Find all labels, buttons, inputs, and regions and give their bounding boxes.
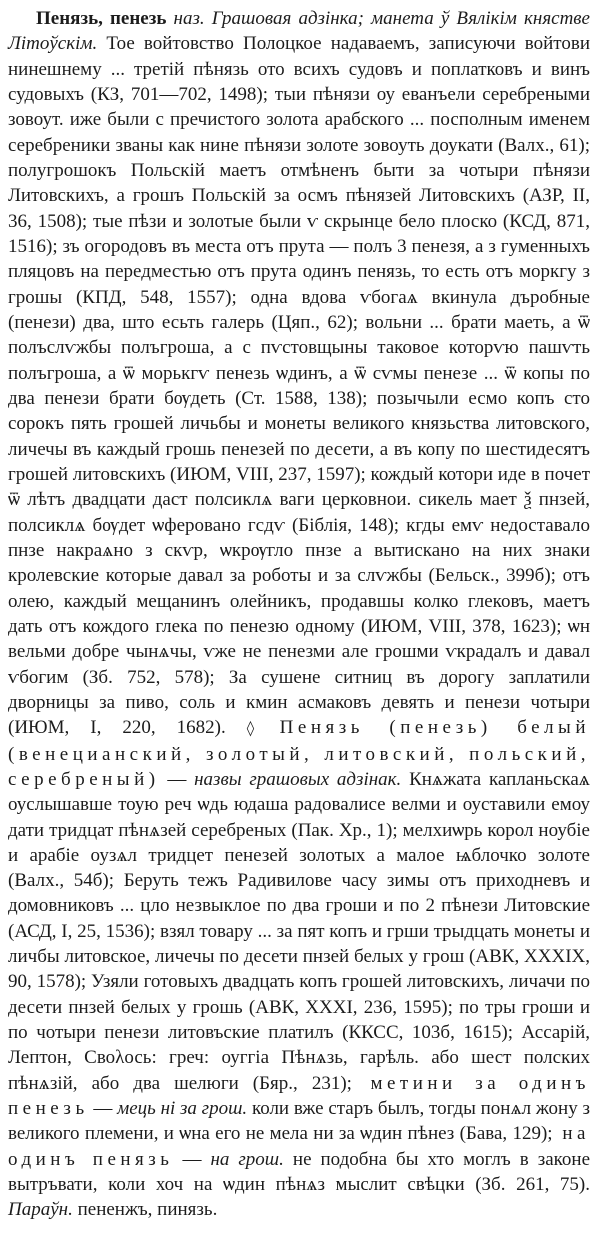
idiom-gloss: мець ні за грош. [117,1098,248,1120]
idiom-headword: метини за одинъ пенезь [8,1072,590,1120]
phrase-dash: — [159,768,195,790]
idiom-citations: коли вже старъ былъ, тогды понѧл жону з великого племени, и ѡна его не мела ни за ѡдин пѣнез (Бава, 129); [8,1098,590,1145]
entry-headword: Пенязь, пенезь [36,8,167,29]
compare-variants: пененжъ, пинязь. [72,1199,218,1221]
idiom2-dash: — [173,1148,211,1170]
idiom2-headword: на одинъ пенязь [8,1123,590,1170]
dictionary-entry [8,6,590,1223]
entry-citations: Тое войтовство Полоцкое надаваемъ, записуючи войтови нинешнему ... третій пѣнязь ото всихъ судовъ и поплатковъ и винъ судовыхъ (КЗ, 701—702, 1498); тыи пѣнязи оу еванъели серебреными зовоут. иже были с пречистого золота арабского ... посполным именем серебреники званы как нине пѣнязи золоте зовоуть доукати (Валх., 61); полугрошокъ Польскій маетъ отмѣненъ быти за чотыри пѣнязи Литовскихъ, а грошъ Польскій за осмъ пѣнязей Литовскихъ (АЗР, II, 36, 1508); тые пѣзи и золотые были ѵ скрынце бело плоско (КСД, 871, 1516); зъ огородовъ въ места отъ прута — полъ 3 пенезя, а з гуменныхъ пляцовъ на передместью отъ прута одинъ пенязь, то есть отъ моркгу з грошы (КПД, 548, 1557); одна вдова ѵбогаѧ вкинула дърoбные (пенези) два, што есьть галерь (Цяп., 62); вольни ... брати маеть, а ѿ полъслѵжбы полъгроша, а с пѵстовщыны таковое которѵю пашѵть полъгроша, а ѿ морькгѵ пенезь ѡдинъ, а ѿ сѵмы пенезе ... ѿ копы по два пенези брати бѹдеть (Ст. 1588, 138); позычыли есмо копъ сто сорокъ пять грошей личьбы и монеты великого князьства литовского, личечы въ каждый грошь пенезей по десети, а въ копу по шестидесятъ грошей литовскихъ (ИЮМ, VIII, 237, 1597); кождый котори иде в почет ѿ лѣтъ двадцати даст полсиклѧ ваги церковнои. сикель мает ѯ пнзей, полсиклѧ бѹдет ѡферовано гсдѵ (Біблія, 148); кгды емѵ недоставало пнзе накраѧно з скѵр, ѡкрѹгло пнзе а вытискано на них знаки кролевские которые давал за роботы и за слѵжбы (Бельск., 399б); отъ олею, каждый мещанинъ олейникъ, продавшы колко глековъ, маетъ дать отъ кождого глека по пенезю одному (ИЮМ, VIII, 378, 1623); ѡн вельми добре чынѧчы, ѵже не пенезми але грошми ѵкрадалъ и давал ѵбогим (Зб. 752, 578); За сушене ситниц въ дорогу заплатили дворницы за пиво, соль и кмин асмаковъ девять и пенези чотыри (ИЮМ, I, 220, 1682). [8,33,591,739]
phrase-citations: Кнѧжата капланьскаѧ оуслышавше тоую реч ѡдь юдаша радовалисе велми и оуставили емоу дати тридцат пѣнѧзей серебреных (Пак. Хр., 1); мелхиѡрь корол ноубіе и арабіе оузѧл тридцет пенезей золотых а малое ѩблочко золоте (Валх., 54б); Беруть тежъ Радивилове часу зимы отъ приходневъ и домовниковъ ... цло незвыклое по два гроши и по 2 пѣнези Литовские (АСД, I, 25, 1536); взял товару ... за пят копъ и грши трыдцать монеты и личбы литовское, личечы по десети пнзей белых у грош (АВК, XXXIX, 90, 1578); Узяли готовыхъ двадцать копъ грошей литовскихъ, личачи по десети пнзей белых у грошь (АВК, XXXI, 236, 1595); по тры гроши и по чотыри пенези литовъские платилъ (ККСС, 103б, 1615); Ассарій, Лептон, Своλось: греч: оуггіа Пѣнѧзь, гарѣль. або шест полских пѣнѧзій, або два шелюги (Бяр., 231); [8,768,591,1094]
idiom2-citations: не подобна бы хто моглъ в законе вытръвати, коли хоч на ѡдин пѣнѧз мыслит свѣцки (Зб. 261, 75). [8,1148,590,1196]
entry-gloss: наз. Грашовая адзінка; манета ў Вялікім княстве Літоўскім. [8,8,590,55]
compare-label: Параўн. [8,1199,73,1221]
diamond-icon: ◊ [246,719,255,738]
idiom-dash: — [88,1098,118,1120]
phrase-gloss: назвы грашовых адзінак. [194,768,402,790]
phrase-headword: Пенязь (пенезь) белый (венецианский, золотый, литовский, польский, серебреный) [8,717,590,790]
idiom2-gloss: на грош. [210,1148,284,1170]
